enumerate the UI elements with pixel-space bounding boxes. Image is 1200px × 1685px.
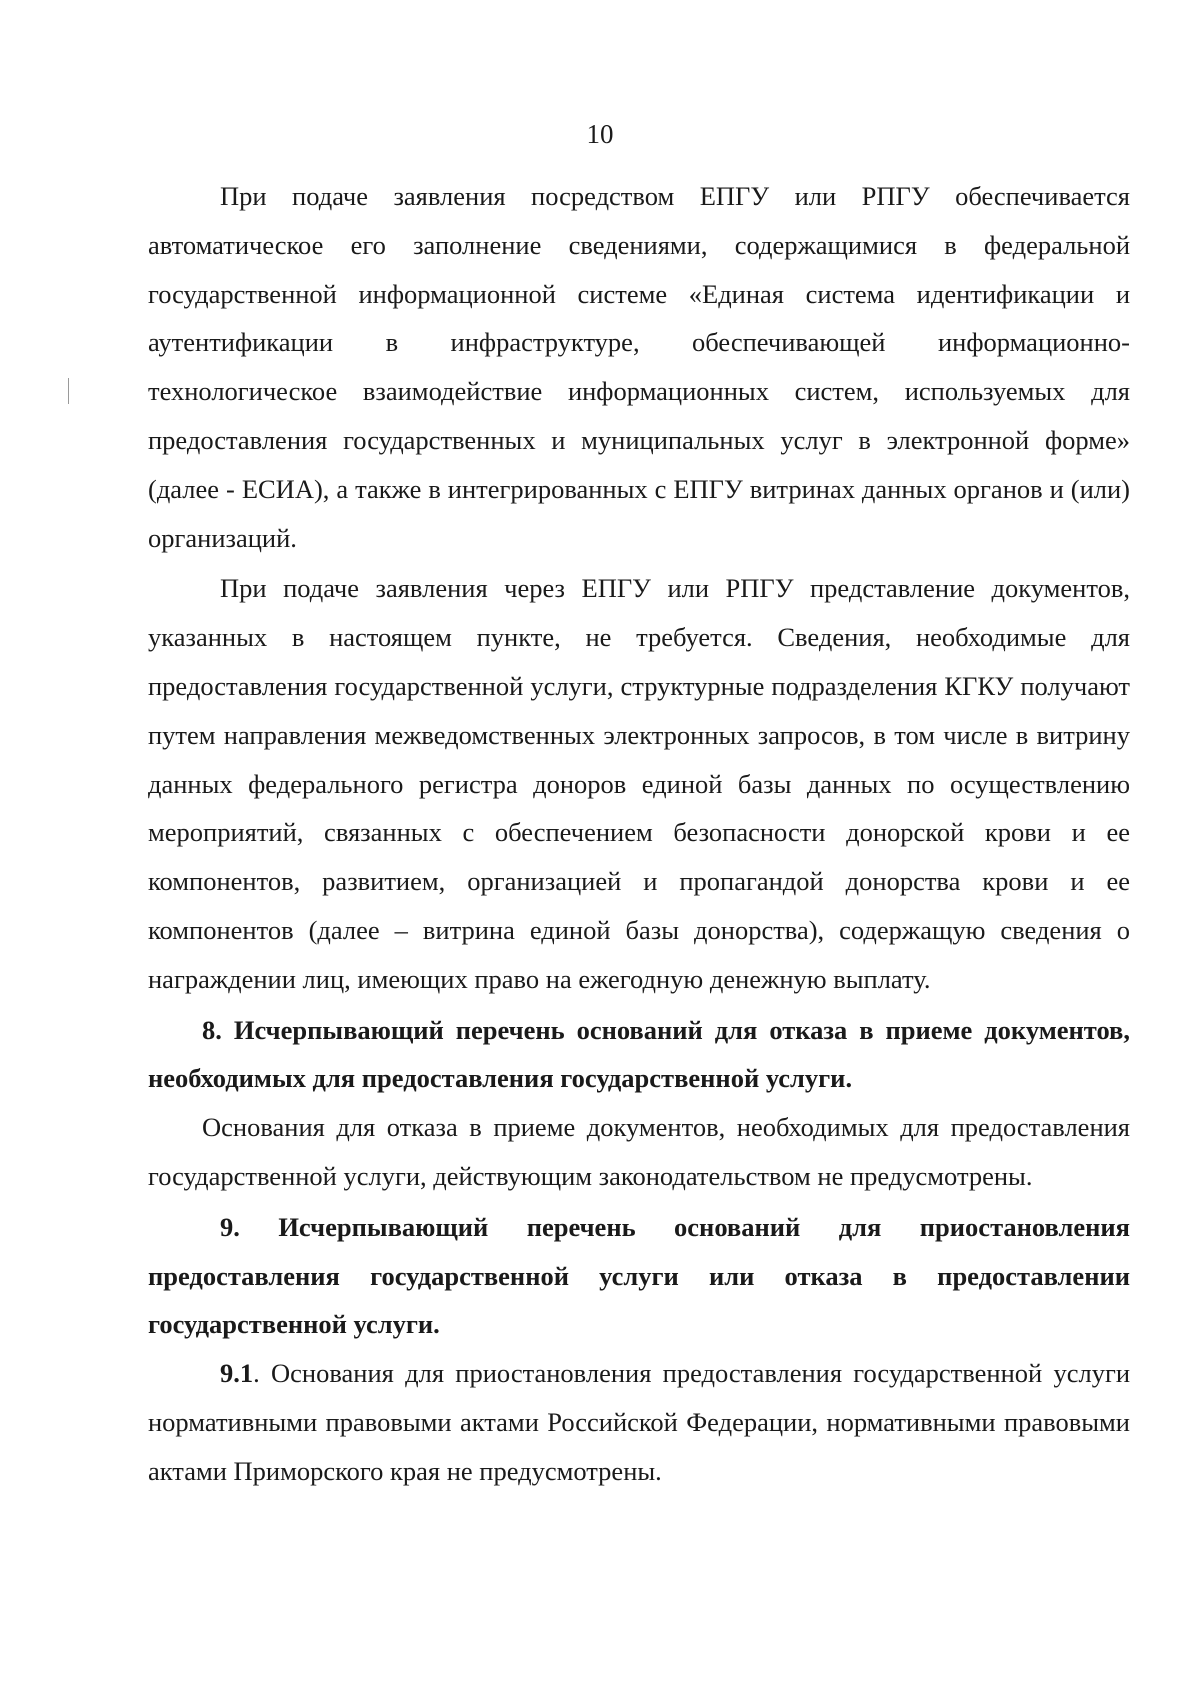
document-body <box>148 172 1130 1496</box>
section-9-heading: 9. Исчерпывающий перечень оснований для приостановления предоставления государственной услуги или отказа в предоставлении государственной услуги. <box>148 1211 1130 1340</box>
paragraph-documents-not-required: При подаче заявления через ЕПГУ или РПГУ представление документов, указанных в настоящем пункте, не требуется. Сведения, необходимые для предоставления государственной услуги, структурные подразделения КГКУ получают путем направления межведомственных электронных запросов, в том числе в витрину данных федерального регистра доноров единой базы данных по осуществлению мероприятий, связанных с обеспечением безопасности донорской крови и ее компонентов, развитием, организацией и пропагандой донорства крови и ее компонентов (далее – витрина единой базы донорства), содержащую сведения о награждении лиц, имеющих право на ежегодную денежную выплату. <box>148 573 1130 994</box>
section-8-heading: 8. Исчерпывающий перечень оснований для отказа в приеме документов, необходимых для предоставления государственной услуги. <box>148 1014 1130 1094</box>
margin-mark <box>68 378 69 404</box>
clause-text: . Основания для приостановления предоставления государственной услуги нормативными правовыми актами Российской Федерации, нормативными правовыми актами Приморского края не предусмотрены. <box>148 1358 1130 1486</box>
paragraph-esia-autofill: При подаче заявления посредством ЕПГУ или РПГУ обеспечивается автоматическое его заполнение сведениями, содержащимися в федеральной государственной информационной системе «Единая система идентификации и аутентификации в инфраструктуре, обеспечивающей информационно-технологическое взаимодействие информационных систем, используемых для предоставления государственных и муниципальных услуг в электронной форме» (далее - ЕСИА), а также в интегрированных с ЕПГУ витринах данных органов и (или) организаций. <box>148 181 1130 553</box>
section-8-text: Основания для отказа в приеме документов, необходимых для предоставления государственной услуги, действующим законодательством не предусмотрены. <box>148 1112 1130 1191</box>
page-number: 10 <box>586 119 614 149</box>
section-9-1-text <box>148 1349 1130 1495</box>
clause-number: 9.1 <box>220 1358 254 1389</box>
